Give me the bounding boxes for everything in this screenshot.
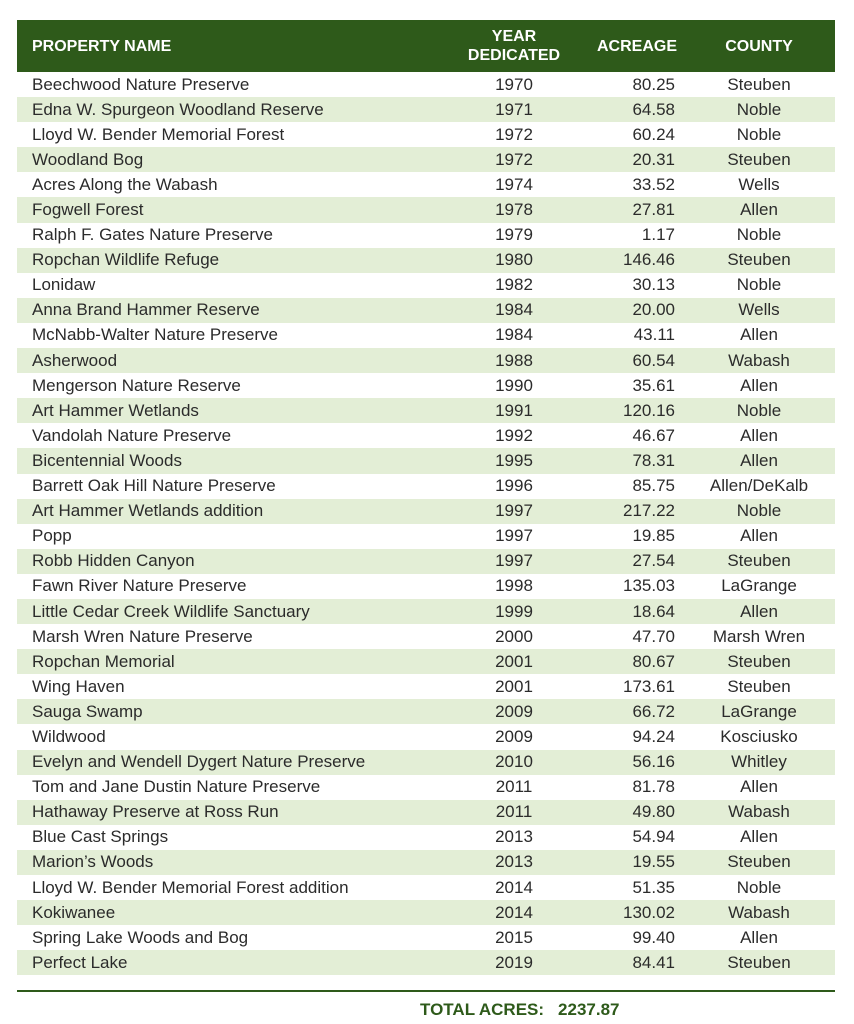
cell-year-dedicated: 1997	[437, 549, 591, 574]
cell-county: Wells	[683, 298, 835, 323]
table-row	[17, 423, 835, 448]
table-row	[17, 524, 835, 549]
cell-acreage: 46.67	[632, 425, 675, 445]
cell-year-dedicated: 2014	[495, 877, 533, 897]
cell-property-name: Marion’s Woods	[17, 850, 437, 875]
cell-property-name: Spring Lake Woods and Bog	[32, 927, 249, 947]
cell-acreage: 30.13	[632, 275, 675, 295]
cell-year-dedicated: 1979	[495, 225, 533, 245]
table-row	[17, 348, 835, 373]
cell-year-dedicated: 1996	[495, 476, 533, 496]
table-header	[17, 20, 835, 72]
table-row	[17, 699, 835, 724]
cell-county: Allen	[740, 927, 778, 947]
table-row	[17, 775, 835, 800]
cell-year-dedicated: 1999	[437, 599, 591, 624]
table-row	[17, 900, 835, 925]
cell-year-dedicated: 2000	[495, 626, 533, 646]
cell-acreage: 78.31	[591, 448, 683, 473]
cell-property-name: Fogwell Forest	[17, 197, 437, 222]
cell-year-dedicated: 1988	[437, 348, 591, 373]
cell-property-name: Lloyd W. Bender Memorial Forest addition	[32, 877, 349, 897]
cell-year-dedicated: 2011	[495, 777, 533, 797]
cell-property-name: Bicentennial Woods	[17, 448, 437, 473]
table-row	[17, 800, 835, 825]
cell-county: Allen	[683, 599, 835, 624]
table-row	[17, 298, 835, 323]
cell-year-dedicated: 1972	[495, 124, 533, 144]
cell-year-dedicated: 1970	[495, 74, 533, 94]
header-county: COUNTY	[683, 20, 835, 72]
cell-year-dedicated: 2010	[437, 750, 591, 775]
cell-acreage: 60.54	[591, 348, 683, 373]
table-row	[17, 248, 835, 273]
cell-acreage: 54.94	[632, 827, 675, 847]
cell-acreage: 27.54	[591, 549, 683, 574]
cell-property-name: Art Hammer Wetlands	[17, 398, 437, 423]
cell-year-dedicated: 2014	[437, 900, 591, 925]
cell-property-name: McNabb-Walter Nature Preserve	[32, 325, 278, 345]
table-row	[17, 197, 835, 222]
cell-property-name: Wildwood	[32, 726, 106, 746]
table-row	[17, 448, 835, 473]
table-row	[17, 373, 835, 398]
table-row	[17, 147, 835, 172]
total-label: TOTAL ACRES:	[420, 1000, 545, 1019]
cell-county: Allen/DeKalb	[709, 476, 809, 496]
cell-year-dedicated: 2015	[495, 927, 533, 947]
cell-acreage: 35.61	[632, 375, 675, 395]
table-row	[17, 599, 835, 624]
header-row	[17, 20, 835, 72]
cell-county: Noble	[736, 275, 782, 295]
header-acreage: ACREAGE	[591, 20, 683, 72]
table-row	[17, 950, 835, 975]
cell-acreage: 80.25	[632, 74, 675, 94]
cell-acreage: 84.41	[591, 950, 683, 975]
table-row	[17, 825, 835, 850]
cell-property-name: Edna W. Spurgeon Woodland Reserve	[17, 97, 437, 122]
cell-year-dedicated: 1998	[495, 576, 533, 596]
cell-county: Kosciusko	[720, 726, 798, 746]
cell-county: Steuben	[683, 649, 835, 674]
table-row	[17, 574, 835, 599]
cell-acreage: 18.64	[591, 599, 683, 624]
table-row	[17, 674, 835, 699]
cell-property-name: Blue Cast Springs	[32, 827, 169, 847]
cell-acreage: 27.81	[591, 197, 683, 222]
table-row	[17, 649, 835, 674]
table-body	[17, 72, 835, 975]
cell-property-name: Sauga Swamp	[17, 699, 437, 724]
cell-property-name: Vandolah Nature Preserve	[32, 425, 232, 445]
cell-county: Allen	[740, 425, 778, 445]
cell-year-dedicated: 2001	[495, 676, 533, 696]
cell-property-name: Perfect Lake	[17, 950, 437, 975]
table-row	[17, 398, 835, 423]
cell-county: Noble	[683, 398, 835, 423]
cell-county: Wabash	[683, 900, 835, 925]
table-row	[17, 875, 835, 900]
cell-property-name: Acres Along the Wabash	[32, 174, 218, 194]
cell-year-dedicated: 2001	[437, 649, 591, 674]
cell-property-name: Kokiwanee	[17, 900, 437, 925]
cell-county: Noble	[736, 225, 782, 245]
cell-property-name: Beechwood Nature Preserve	[32, 74, 250, 94]
cell-county: Noble	[736, 124, 782, 144]
cell-year-dedicated: 1997	[437, 499, 591, 524]
table-row	[17, 72, 835, 97]
properties-table-wrapper	[17, 20, 835, 975]
cell-acreage: 64.58	[591, 97, 683, 122]
cell-acreage: 20.00	[591, 298, 683, 323]
cell-acreage: 66.72	[591, 699, 683, 724]
cell-county: Steuben	[727, 676, 791, 696]
total-value: 2237.87	[558, 1000, 620, 1019]
table-row	[17, 172, 835, 197]
cell-county: LaGrange	[683, 699, 835, 724]
cell-county: Steuben	[683, 147, 835, 172]
cell-property-name: Little Cedar Creek Wildlife Sanctuary	[17, 599, 437, 624]
cell-county: Steuben	[683, 549, 835, 574]
cell-county: Whitley	[683, 750, 835, 775]
cell-county: Noble	[736, 877, 782, 897]
cell-property-name: Marsh Wren Nature Preserve	[32, 626, 253, 646]
cell-acreage: 130.02	[591, 900, 683, 925]
cell-county: Allen	[683, 197, 835, 222]
table-row	[17, 97, 835, 122]
cell-property-name: Evelyn and Wendell Dygert Nature Preserve	[17, 750, 437, 775]
cell-county: Allen	[740, 325, 778, 345]
cell-acreage: 146.46	[591, 248, 683, 273]
cell-year-dedicated: 2019	[437, 950, 591, 975]
cell-property-name: Lonidaw	[32, 275, 96, 295]
table-row	[17, 223, 835, 248]
total-divider	[17, 990, 835, 992]
cell-acreage: 33.52	[632, 174, 675, 194]
cell-county: Steuben	[683, 950, 835, 975]
cell-year-dedicated: 1991	[437, 398, 591, 423]
cell-year-dedicated: 1990	[495, 375, 533, 395]
cell-year-dedicated: 1997	[495, 526, 533, 546]
total-acres	[420, 1000, 620, 1022]
cell-county: Steuben	[683, 248, 835, 273]
cell-acreage: 47.70	[632, 626, 675, 646]
cell-acreage: 85.75	[632, 476, 675, 496]
cell-year-dedicated: 1974	[495, 174, 533, 194]
cell-year-dedicated: 1971	[437, 97, 591, 122]
cell-year-dedicated: 1984	[437, 298, 591, 323]
cell-year-dedicated: 2009	[437, 699, 591, 724]
properties-table	[17, 20, 835, 975]
cell-property-name: Popp	[32, 526, 72, 546]
cell-property-name: Asherwood	[17, 348, 437, 373]
cell-acreage: 19.85	[632, 526, 675, 546]
cell-property-name: Ropchan Memorial	[17, 649, 437, 674]
cell-acreage: 20.31	[591, 147, 683, 172]
cell-acreage: 60.24	[632, 124, 675, 144]
cell-property-name: Art Hammer Wetlands addition	[17, 499, 437, 524]
cell-property-name: Robb Hidden Canyon	[17, 549, 437, 574]
cell-year-dedicated: 1982	[495, 275, 533, 295]
table-row	[17, 122, 835, 147]
cell-year-dedicated: 2013	[437, 850, 591, 875]
header-year-line2: DEDICATED	[467, 47, 561, 64]
header-property-name: PROPERTY NAME	[17, 20, 437, 72]
table-row	[17, 724, 835, 749]
cell-year-dedicated: 1992	[495, 425, 533, 445]
cell-county: Allen	[740, 526, 778, 546]
cell-acreage: 94.24	[632, 726, 675, 746]
cell-property-name: Woodland Bog	[17, 147, 437, 172]
cell-property-name: Hathaway Preserve at Ross Run	[17, 800, 437, 825]
cell-property-name: Tom and Jane Dustin Nature Preserve	[32, 777, 321, 797]
cell-acreage: 135.03	[623, 576, 675, 596]
cell-year-dedicated: 1978	[437, 197, 591, 222]
cell-year-dedicated: 2009	[495, 726, 533, 746]
table-row	[17, 273, 835, 298]
cell-acreage: 56.16	[591, 750, 683, 775]
table-row	[17, 323, 835, 348]
cell-county: Allen	[740, 777, 778, 797]
cell-county: Wells	[738, 174, 780, 194]
cell-county: Allen	[740, 375, 778, 395]
cell-county: Wabash	[683, 348, 835, 373]
cell-county: LaGrange	[721, 576, 797, 596]
header-year-line1: YEAR	[491, 28, 537, 45]
table-row	[17, 499, 835, 524]
cell-county: Allen	[683, 448, 835, 473]
cell-acreage: 120.16	[591, 398, 683, 423]
table-row	[17, 750, 835, 775]
cell-county: Allen	[740, 827, 778, 847]
cell-acreage: 81.78	[632, 777, 675, 797]
cell-property-name: Fawn River Nature Preserve	[32, 576, 247, 596]
table-row	[17, 474, 835, 499]
cell-county: Steuben	[683, 850, 835, 875]
cell-acreage: 51.35	[632, 877, 675, 897]
cell-year-dedicated: 2013	[495, 827, 533, 847]
table-row	[17, 925, 835, 950]
header-year-dedicated	[437, 20, 591, 72]
cell-property-name: Ropchan Wildlife Refuge	[17, 248, 437, 273]
cell-acreage: 1.17	[641, 225, 675, 245]
cell-property-name: Wing Haven	[32, 676, 125, 696]
cell-county: Steuben	[727, 74, 791, 94]
cell-county: Marsh Wren	[712, 626, 806, 646]
cell-property-name: Barrett Oak Hill Nature Preserve	[32, 476, 276, 496]
cell-acreage: 19.55	[591, 850, 683, 875]
cell-year-dedicated: 1972	[437, 147, 591, 172]
cell-year-dedicated: 1995	[437, 448, 591, 473]
cell-property-name: Mengerson Nature Reserve	[32, 375, 241, 395]
cell-county: Noble	[683, 97, 835, 122]
cell-acreage: 173.61	[623, 676, 675, 696]
cell-year-dedicated: 1980	[437, 248, 591, 273]
cell-acreage: 80.67	[591, 649, 683, 674]
cell-year-dedicated: 2011	[437, 800, 591, 825]
table-row	[17, 549, 835, 574]
cell-acreage: 99.40	[632, 927, 675, 947]
table-row	[17, 850, 835, 875]
cell-year-dedicated: 1984	[495, 325, 533, 345]
cell-acreage: 49.80	[591, 800, 683, 825]
table-row	[17, 624, 835, 649]
cell-acreage: 43.11	[633, 325, 675, 345]
cell-property-name: Ralph F. Gates Nature Preserve	[32, 225, 273, 245]
cell-property-name: Anna Brand Hammer Reserve	[17, 298, 437, 323]
cell-county: Wabash	[683, 800, 835, 825]
cell-property-name: Lloyd W. Bender Memorial Forest	[32, 124, 285, 144]
cell-acreage: 217.22	[591, 499, 683, 524]
cell-county: Noble	[683, 499, 835, 524]
